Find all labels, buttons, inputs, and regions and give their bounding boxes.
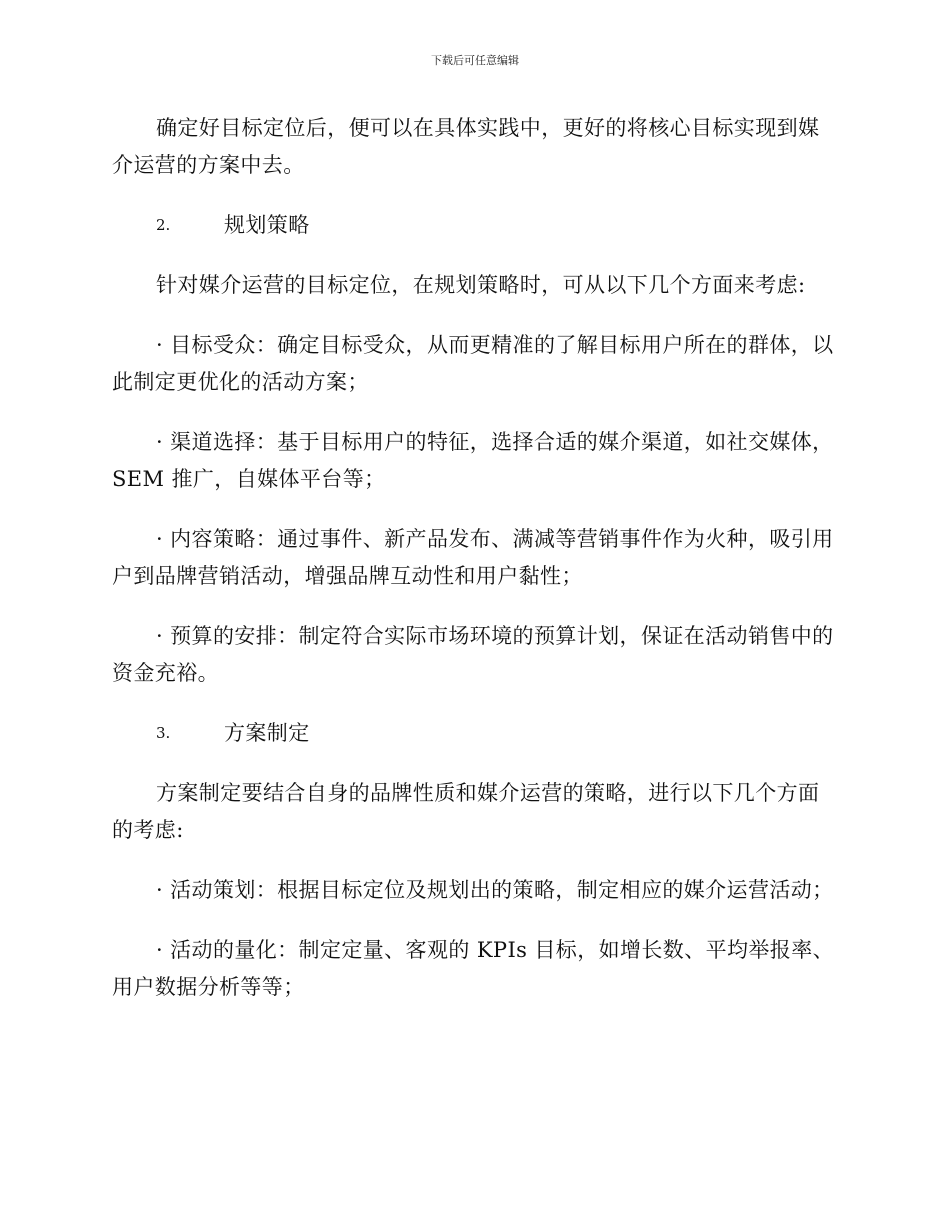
section-title: 规划策略	[224, 213, 310, 237]
section-title: 方案制定	[224, 721, 310, 745]
bullet-content-strategy: · 内容策略：通过事件、新产品发布、满减等营销事件作为火种，吸引用户到品牌营销活动，增强品牌互动性和用户黏性；	[112, 527, 834, 588]
bullet-target-audience: · 目标受众：确定目标受众，从而更精准的了解目标用户所在的群体，以此制定更优化的活动方案；	[112, 333, 834, 394]
section-number: 2.	[156, 216, 171, 234]
section-heading-3	[112, 715, 836, 752]
bullet-activity-planning: · 活动策划：根据目标定位及规划出的策略，制定相应的媒介运营活动；	[156, 878, 834, 902]
section-heading-2	[112, 207, 836, 244]
document-body	[112, 110, 836, 1029]
bullet-budget-arrangement: · 预算的安排：制定符合实际市场环境的预算计划，保证在活动销售中的资金充裕。	[112, 624, 834, 685]
section-number: 3.	[156, 724, 171, 742]
paragraph-intro: 确定好目标定位后，便可以在具体实践中，更好的将核心目标实现到媒介运营的方案中去。	[112, 116, 820, 177]
paragraph-plan-intro: 方案制定要结合自身的品牌性质和媒介运营的策略，进行以下几个方面的考虑:	[112, 781, 820, 842]
page-header: 下载后可任意编辑	[431, 54, 519, 67]
bullet-activity-quantification: · 活动的量化：制定定量、客观的 KPIs 目标，如增长数、平均举报率、用户数据分析等等；	[112, 938, 834, 999]
paragraph-strategy-intro: 针对媒介运营的目标定位，在规划策略时，可从以下几个方面来考虑:	[156, 273, 806, 297]
bullet-channel-selection: · 渠道选择：基于目标用户的特征，选择合适的媒介渠道，如社交媒体，SEM 推广，自媒体平台等；	[112, 430, 834, 491]
